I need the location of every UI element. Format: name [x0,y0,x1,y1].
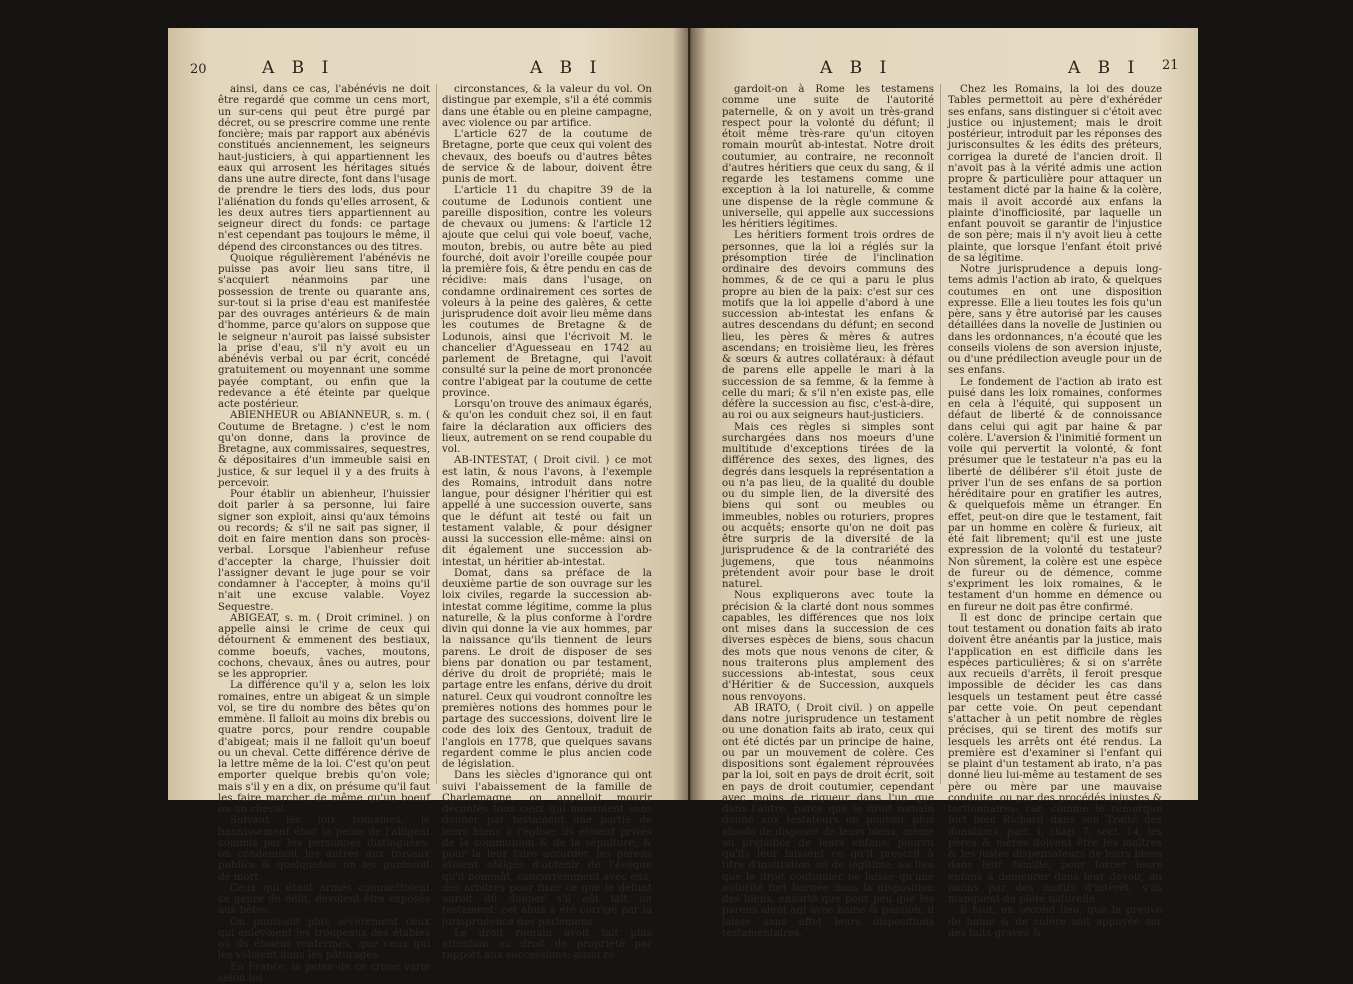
open-book-spread [168,28,1198,800]
right-page-column-1 [722,84,934,784]
right-page-number: 21 [1162,58,1179,73]
paragraph: Suivant les loix romaines, le bannissement étoit la peine de l'abigeat commis par les personnes distinguées: on condamnoit les autres aux travaux publics & quelquefois on les punissoit de mort. [218,815,430,883]
paragraph: Mais ces règles si simples sont surchargées dans nos moeurs d'une multitude d'exceptions tirées de la différence des sexes, des lignes, des degrés dans lesquels la représentation a ou n'a pas lieu, de la qualité du double ou du simple lien, de la diversité des biens qui sont ou meubles ou immeubles, nobles ou roturiers, propres ou acquêts; ensorte qu'on ne doit pas être surpris de la diversité de la jurisprudence & de la contrariété des jugemens, que tous néanmoins prétendent avoir pour base le droit naturel. [722,422,934,591]
paragraph: Il est donc de principe certain que tout testament ou donation faits ab irato doivent être anéantis par la justice, mais l'application en est difficile dans les espèces particulières; & si on s'arrête aux recueils d'arrêts, il feroit presque impossible de décider les cas dans lesquels un testament peut être cassé par cette voie. On peut cependant s'attacher à un petit nombre de règles précises, qui se tirent des motifs sur lesquels les arrêts ont été rendus. La première est d'examiner si l'enfant qui se plaint d'un testament ab irato, n'a pas donné lieu lui-même au testament de ses père ou mère par une mauvaise conduite, ou par des procédés injustes & tortionnaires: car, comme le remarque fort bien Richard dans son Traité des donations, part. I, chap. 7, sect. 14, les pères & mères doivent être les maîtres & les justes dispensateurs de leurs biens dans leur famille, pour forcer leurs enfans à demeurer dans leur devoir, au moins par des motifs d'intérêt, s'ils manquent de piété naturelle. [948,613,1162,906]
left-page-number: 20 [190,62,207,77]
right-page-header [690,58,1190,80]
paragraph: ainsi, dans ce cas, l'abénévis ne doit être regardé que comme un cens mort, un sur-cens qui peut être purgé par décret, ou se prescrire comme une rente foncière; mais par rapport aux abénévis constitués anciennement, les seigneurs haut-justiciers, à qui appartiennent les eaux qui arrosent les héritages situés dans une autre directe, font dans l'usage de prendre le tiers des lods, dus pour l'aliénation du fonds qu'elles arrosent, & les deux autres tiers appartiennent au seigneur direct du fonds: ce partage n'est cependant pas toujours le même, il dépend des circonstances ou des titres. [218,84,430,253]
column-rule [436,84,437,784]
paragraph: Les héritiers forment trois ordres de personnes, que la loi a réglés sur la présomption tirée de l'inclination ordinaire des devoirs communs des hommes, & de ce qui a paru le plus propre au bien de la paix: c'est sur ces motifs que la loi appelle d'abord à une succession ab-intestat les enfans & autres descendans du défunt; en second lieu, les pères & mères & autres ascendans; en troisième lieu, les frères & sœurs & autres collatéraux: à défaut de parens elle appelle le mari à la succession de sa femme, & la femme à celle du mari; & s'il n'en existe pas, elle défère la succession au fisc, c'est-à-dire, au roi ou aux seigneurs haut-justiciers. [722,230,934,421]
right-header-word-1: A B I [820,58,892,78]
paragraph: Lorsqu'on trouve des animaux égarés, & qu'on les conduit chez soi, il en faut faire la déclaration aux officiers des lieux, autrement on se rend coupable du vol. [442,399,652,455]
paragraph: Le droit romain avoit fait plus attention au droit de propriété par rapport aux successions; aussi re- [442,928,652,962]
paragraph: En France, la peine de ce crime varie selon les [218,962,430,984]
paragraph: L'article 627 de la coutume de Bretagne, porte que ceux qui volent des chevaux, des boeufs ou d'autres bêtes de service & de labour, doivent être punis de mort. [442,129,652,185]
left-page-column-2 [442,84,652,784]
left-header-word-2: A B I [530,58,602,78]
paragraph: ABIENHEUR ou ABIANNEUR, s. m. ( Coutume de Bretagne. ) c'est le nom qu'on donne, dans la province de Bretagne, aux commissaires, sequestres, & dépositaires d'un immeuble saisi en justice, & sur lequel il y a des fruits à percevoir. [218,410,430,489]
column-rule [940,84,941,784]
paragraph: Le fondement de l'action ab irato est puisé dans les loix romaines, conformes en cela à l'équité, qui supposent un défaut de liberté & de connoissance dans celui qui agit par haine & par colère. L'aversion & l'inimitié forment un voile qui pervertit la volonté, & font présumer que le testateur n'a pas eu la liberté de délibérer s'il étoit juste de priver l'un de ses enfans de sa portion héréditaire pour en gratifier les autres, & quelquefois même un étranger. En effet, peut-on dire que le testament, fait par un homme en colère & furieux, ait été fait librement; qu'il est une juste expression de la volonté du testateur? Non sûrement, la colère est une espèce de fureur ou de démence, comme s'expriment les loix romaines, & le testament d'un homme en démence ou en fureur ne doit pas être confirmé. [948,377,1162,613]
left-page [168,28,688,800]
left-page-header [190,58,670,80]
paragraph: La différence qu'il y a, selon les loix romaines, entre un abigeat & un simple vol, se tire du nombre des bêtes qu'on emmène. Il falloit au moins dix brebis ou quatre porcs, pour rendre coupable d'abigeat; mais il ne falloit qu'un boeuf ou un cheval. Cette différence dérive de la lettre même de la loi. C'est qu'on peut emporter quelque brebis qu'on vole; mais s'il y en a dix, on présume qu'il faut les faire marcher de même qu'un boeuf ou un cheval. [218,680,430,815]
paragraph: AB-INTESTAT, ( Droit civil. ) ce mot est latin, & nous l'avons, à l'exemple des Romains, introduit dans notre langue, pour désigner l'héritier qui est appellé à une succession ouverte, sans que le défunt ait testé ou fait un testament valable, & pour désigner aussi la succession elle-même: ainsi on dit également une succession ab-intestat, un héritier ab-intestat. [442,455,652,568]
right-header-word-2: A B I [1068,58,1140,78]
paragraph: ABIGEAT, s. m. ( Droit criminel. ) on appelle ainsi le crime de ceux qui détournent & emmenent des bestiaux, comme boeufs, vaches, moutons, cochons, chevaux, ânes ou autres, pour se les approprier. [218,613,430,681]
paragraph: Il faut, en second lieu, que la preuve de haine & de colère soit appuyée sur des faits graves & [948,905,1162,939]
left-header-word-1: A B I [262,58,334,78]
paragraph: Nous expliquerons avec toute la précision & la clarté dont nous sommes capables, les différences que nos loix ont mises dans la succession de ces diverses espèces de biens, sous chacun des mots que nous venons de citer, & nous traiterons plus amplement des successions ab-intestat, sous ceux d'Héritier & de Succession, auxquels nous renvoyons. [722,590,934,703]
right-page-column-2 [948,84,1162,784]
paragraph: circonstances, & la valeur du vol. On distingue par exemple, s'il a été commis dans une étable ou en pleine campagne, avec violence ou par artifice. [442,84,652,129]
paragraph: Chez les Romains, la loi des douze Tables permettoit au père d'exhéréder ses enfans, sans distinguer si c'étoit avec justice ou injustement; mais le droit postérieur, introduit par les réponses des jurisconsultes & les édits des préteurs, corrigea la dureté de l'ancien droit. Il n'avoit pas à la vérité admis une action propre & particulière pour attaquer un testament dicté par la haine & la colère, mais il avoit accordé aux enfans la plainte d'inofficiosité, par laquelle un enfant pouvoit se garantir de l'injustice de son père; mais il n'y avoit lieu à cette plainte, que lorsque l'enfant étoit privé de sa légitime. [948,84,1162,264]
paragraph: Ceux qui étant armés commettoient ce genre de délit, devoient être exposés aux bêtes. [218,883,430,917]
paragraph: AB IRATO, ( Droit civil. ) on appelle dans notre jurisprudence un testament ou une donation faits ab irato, ceux qui ont été dictés par un principe de haine, ou par un mouvement de colère. Ces dispositions sont également réprouvées par la loi, soit en pays de droit écrit, soit en pays de droit coutumier, cependant avec moins de rigueur dans l'un que dans l'autre, parce que le droit romain donne aux testateurs un pouvoir plus absolu de disposer de leurs biens, même au préjudice de leurs enfans, pourvu qu'ils leur laissent ce qu'il prescrit à titre d'institution ou de légitime; au lieu que le droit coutumier ne laisse qu'une autorité fort bornée dans la disposition des biens, ensorte que pour peu que les parens aient agi avec haine & passion, il laisse sans effet leurs dispositions testamentaires. [722,703,934,939]
paragraph: gardoit-on à Rome les testamens comme une suite de l'autorité paternelle, & on y avoit un très-grand respect pour la volonté du défunt; il étoit même très-rare qu'un citoyen romain mourût ab-intestat. Notre droit coutumier, au contraire, ne reconnoît d'autres héritiers que ceux du sang, & il regarde les testamens comme une exception à la loi naturelle, & comme une dispense de la règle commune & universelle, qui appelle aux successions les héritiers légitimes. [722,84,934,230]
paragraph: On punissoit plus sévèrement ceux qui enlevoient les troupeaux des étables où ils étoient renfermés, que ceux qui les voloient dans les pâturages. [218,917,430,962]
paragraph: Domat, dans sa préface de la deuxième partie de son ouvrage sur les loix civiles, regarde la succession ab-intestat comme légitime, comme la plus naturelle, & la plus conforme à l'ordre divin qui donne la vie aux hommes, par la naissance qu'ils tiennent de leurs parens. Le droit de disposer de ses biens par donation ou par testament, dérive du droit de propriété; mais le partage entre les enfans, dérive du droit naturel. Ceux qui voudront connoître les premières notions des hommes pour le partage des successions, doivent lire le code des loix des Gentoux, traduit de l'anglois en 1778, que quelques savans regardent comme le plus ancien code de législation. [442,568,652,771]
paragraph: L'article 11 du chapitre 39 de la coutume de Lodunois contient une pareille disposition, contre les voleurs de chevaux ou jumens: & l'article 12 ajoute que celui qui vole boeuf, vache, mouton, brebis, ou autre bête au pied fourché, doit avoir l'oreille coupée pour la première fois, & être pendu en cas de récidive: mais dans l'usage, on condamne ordinairement ces sortes de voleurs à la peine des galères, & cette jurisprudence doit avoir lieu même dans les coutumes de Bretagne & de Lodunois, ainsi que l'écrivoit M. le chancelier d'Aguesseau en 1742 au parlement de Bretagne, qui l'avoit consulté sur la peine de mort prononcée contre l'abigeat par la coutume de cette province. [442,185,652,399]
right-page [690,28,1198,800]
paragraph: Quoique régulièrement l'abénévis ne puisse pas avoir lieu sans titre, il s'acquiert néanmoins par une possession de trente ou quarante ans, sur-tout si la prise d'eau est manifestée par des ouvrages antérieurs & de main d'homme, parce qu'alors on suppose que le seigneur n'auroit pas laissé subsister la prise d'eau, s'il n'y avoit eu un abénévis verbal ou par écrit, concédé gratuitement ou moyennant une somme payée comptant, ou enfin que la redevance a été éteinte par quelque acte postérieur. [218,253,430,411]
paragraph: Dans les siècles d'ignorance qui ont suivi l'abaissement de la famille de Charlemagne, on appelloit mourir déconfés tous ceux qui mouroient sans donner par testament une partie de leurs biens à l'église; ils étoient privés de la communion & de la sépulture; & pour la leur faire accorder, les parens étoient obligés d'obtenir de l'évêque qu'il nommât, concurremment avec eux, des arbitres pour fixer ce que le défunt auroit dû donner s'il eût fait un testament: cet abus a été corrigé par la jurisprudence des parlemens. [442,770,652,928]
paragraph: Notre jurisprudence a depuis long-tems admis l'action ab irato, & quelques coutumes en ont une disposition expresse. Elle a lieu toutes les fois qu'un père, sans y être autorisé par les causes détaillées dans la novelle de Justinien ou dans les ordonnances, n'a écouté que les conseils violens de son aversion injuste, ou d'une prédilection aveugle pour un de ses enfans. [948,264,1162,377]
left-page-column-1 [218,84,430,784]
paragraph: Pour établir un abienheur, l'huissier doit parler à sa personne, lui faire signer son exploit, ainsi qu'aux témoins ou records; & s'il ne sait pas signer, il doit en faire mention dans son procès-verbal. Lorsque l'abienheur refuse d'accepter la charge, l'huissier doit l'assigner devant le juge pour se voir condamner à l'accepter, à moins qu'il n'ait une excuse valable. Voyez Sequestre. [218,489,430,613]
